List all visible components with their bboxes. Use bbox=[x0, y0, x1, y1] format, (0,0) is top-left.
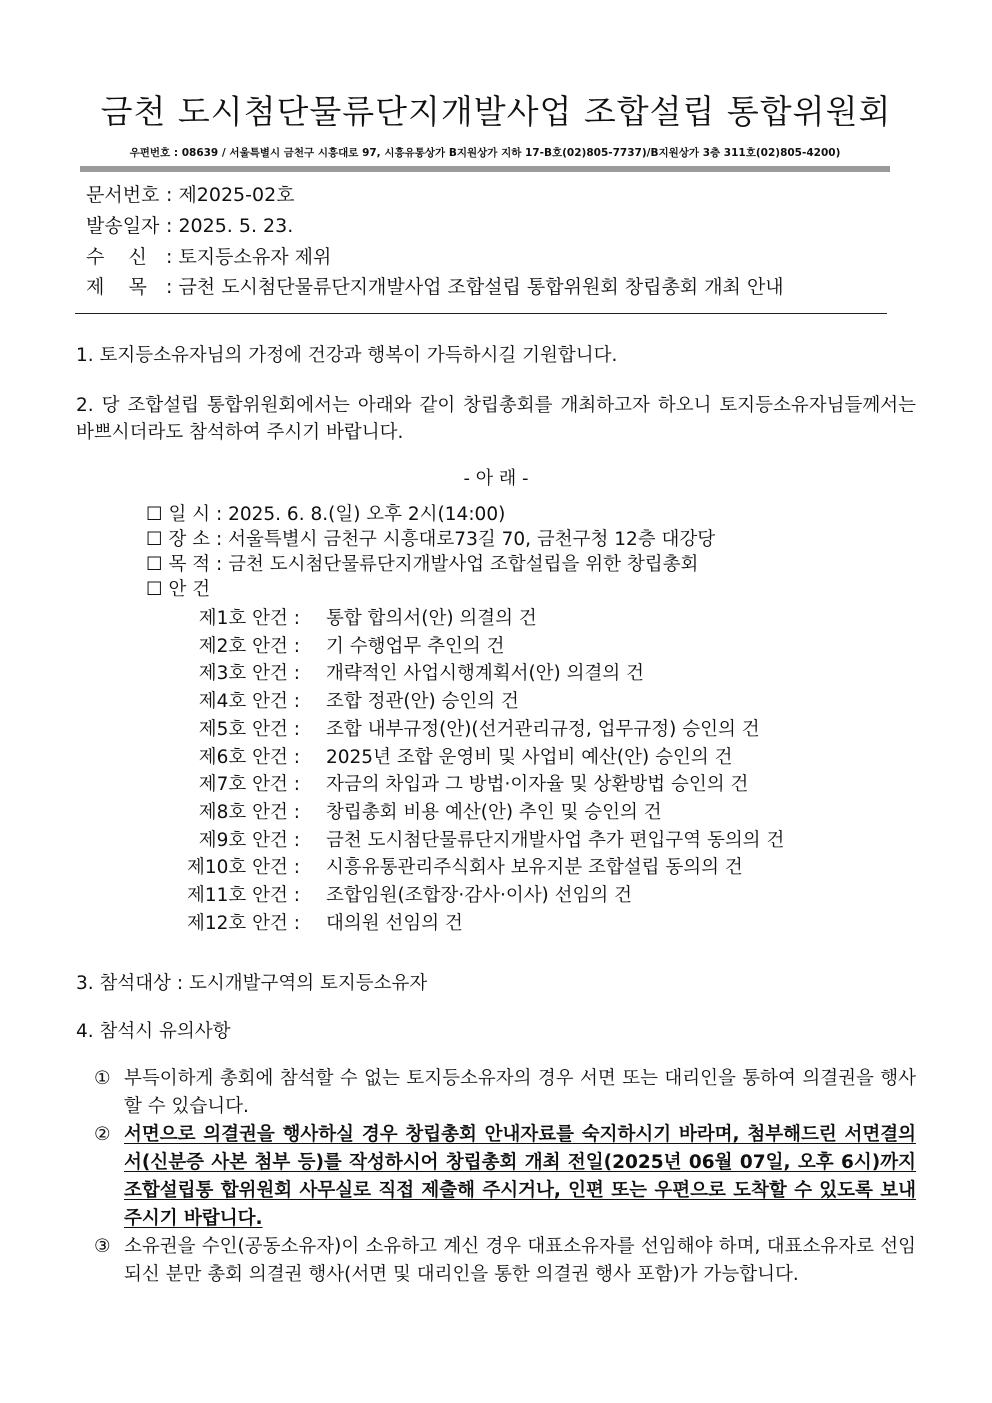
agenda-item bbox=[150, 687, 519, 713]
paragraph-1: 1. 토지등소유자님의 가정에 건강과 행복이 가득하시길 기원합니다. bbox=[76, 345, 618, 366]
note-2 bbox=[94, 1121, 916, 1233]
send-date-label: 발송일자 bbox=[86, 215, 160, 237]
agenda-item-text: 통합 합의서(안) 의결의 건 bbox=[326, 608, 537, 629]
meeting-time: ☐ 일 시 : 2025. 6. 8.(일) 오후 2시(14:00) bbox=[146, 504, 506, 525]
agenda-item bbox=[150, 604, 537, 630]
paragraph-2: 2. 당 조합설립 통합위원회에서는 아래와 같이 창립총회를 개최하고자 하오니 토지등소유자님들께서는 바쁘시더라도 참석하여 주시기 바랍니다. bbox=[76, 395, 916, 443]
agenda-item bbox=[150, 770, 749, 796]
meeting-place: ☐ 장 소 : 서울특별시 금천구 시흥대로73길 70, 금천구청 12층 대강당 bbox=[146, 529, 716, 550]
recipient-value: : 토지등소유자 제위 bbox=[166, 246, 332, 268]
agenda-item bbox=[150, 909, 463, 935]
agenda-item bbox=[150, 853, 743, 879]
paragraph-4: 4. 참석시 유의사항 bbox=[76, 1021, 231, 1042]
agenda-item-number: 제11호 안건 : bbox=[186, 885, 300, 906]
header-divider bbox=[80, 166, 890, 172]
agenda-item bbox=[150, 826, 785, 852]
letterhead-address: 우편번호 : 08639 / 서울특별시 금천구 시흥대로 97, 시흥유통상가 B지원상가 지하 17-B호(02)805-7737)/B지원상가 3층 311호(02)805-4200) bbox=[129, 147, 841, 159]
agenda-heading: ☐ 안 건 bbox=[146, 579, 211, 600]
note-1 bbox=[94, 1065, 916, 1121]
agenda-item-number: 제9호 안건 : bbox=[198, 829, 300, 851]
doc-number-value: : 제2025-02호 bbox=[166, 184, 295, 206]
agenda-item-number: 제2호 안건 : bbox=[198, 635, 300, 657]
doc-number-row bbox=[86, 180, 295, 207]
note-2-text: 서면으로 의결권을 행사하실 경우 창립총회 안내자료를 숙지하시기 바라며, 첨부해드린 서면결의서(신분증 사본 첨부 등)를 작성하시어 창립총회 개최 전일(2025년 06월 07일, 오후 6시)까지 조합설립통 합위원회 사무실로 직접 제출해 주시거나, 인편 또는 우편으로 도착할 수 있도록 보내 주시기 바랍니다. bbox=[124, 1124, 916, 1229]
agenda-item bbox=[150, 632, 505, 658]
note-3-text: 소유권을 수인(공동소유자)이 소유하고 계신 경우 대표소유자를 선임해야 하며, 대표소유자로 선임되신 분만 총회 의결권 행사(서면 및 대리인을 통한 의결권 행사 포함)가 가능합니다. bbox=[124, 1236, 916, 1285]
agenda-item bbox=[150, 659, 645, 685]
meta-divider bbox=[75, 313, 887, 314]
doc-number-label: 문서번호 bbox=[86, 184, 160, 206]
agenda-item bbox=[150, 743, 733, 769]
recipient-label: 수 신 bbox=[86, 246, 147, 268]
agenda-item bbox=[150, 798, 662, 824]
agenda-item-number: 제7호 안건 : bbox=[198, 774, 300, 796]
agenda-item bbox=[150, 715, 760, 741]
send-date-value: : 2025. 5. 23. bbox=[166, 215, 294, 237]
recipient-row bbox=[86, 242, 331, 269]
agenda-item-number: 제4호 안건 : bbox=[198, 691, 300, 713]
note-3 bbox=[94, 1233, 916, 1289]
agenda-item-number: 제5호 안건 : bbox=[198, 718, 300, 740]
subject-label: 제 목 bbox=[86, 276, 147, 298]
subject-value: : 금천 도시첨단물류단지개발사업 조합설립 통합위원회 창립총회 개최 안내 bbox=[166, 276, 784, 298]
agenda-item-text: 대의원 선임의 건 bbox=[326, 912, 463, 934]
below-heading: - 아 래 - bbox=[463, 468, 529, 489]
agenda-item-number: 제10호 안건 : bbox=[186, 857, 300, 879]
agenda-item-number: 제1호 안건 : bbox=[198, 608, 300, 629]
paragraph-3: 3. 참석대상 : 도시개발구역의 토지등소유자 bbox=[76, 973, 428, 994]
meeting-purpose: ☐ 목 적 : 금천 도시첨단물류단지개발사업 조합설립을 위한 창립총회 bbox=[146, 554, 699, 575]
agenda-item-number: 제3호 안건 : bbox=[198, 663, 300, 685]
note-2-mark: ② bbox=[94, 1124, 111, 1145]
agenda-item-text: 창립총회 비용 예산(안) 추인 및 승인의 건 bbox=[326, 801, 662, 823]
agenda-item bbox=[150, 881, 633, 907]
agenda-item-number: 제6호 안건 : bbox=[198, 746, 300, 768]
agenda-item-text: 조합 내부규정(안)(선거관리규정, 업무규정) 승인의 건 bbox=[326, 718, 760, 740]
subject-row bbox=[86, 272, 784, 299]
note-3-mark: ③ bbox=[94, 1236, 111, 1257]
agenda-item-text: 시흥유통관리주식회사 보유지분 조합설립 동의의 건 bbox=[326, 857, 743, 879]
agenda-item-text: 2025년 조합 운영비 및 사업비 예산(안) 승인의 건 bbox=[326, 746, 733, 768]
note-1-mark: ① bbox=[94, 1068, 111, 1089]
letterhead-title: 금천 도시첨단물류단지개발사업 조합설립 통합위원회 bbox=[100, 92, 892, 131]
agenda-item-text: 개략적인 사업시행계획서(안) 의결의 건 bbox=[326, 663, 645, 685]
send-date-row bbox=[86, 211, 293, 238]
agenda-item-text: 기 수행업무 추인의 건 bbox=[326, 635, 505, 657]
agenda-item-number: 제12호 안건 : bbox=[186, 912, 300, 934]
agenda-item-text: 조합 정관(안) 승인의 건 bbox=[326, 691, 519, 713]
agenda-item-text: 조합임원(조합장·감사·이사) 선임의 건 bbox=[326, 885, 633, 906]
note-1-text: 부득이하게 총회에 참석할 수 없는 토지등소유자의 경우 서면 또는 대리인을 통하여 의결권을 행사할 수 있습니다. bbox=[124, 1068, 916, 1117]
agenda-item-text: 금천 도시첨단물류단지개발사업 추가 편입구역 동의의 건 bbox=[326, 829, 785, 851]
agenda-item-number: 제8호 안건 : bbox=[198, 801, 300, 823]
agenda-item-text: 자금의 차입과 그 방법·이자율 및 상환방법 승인의 건 bbox=[326, 774, 749, 796]
